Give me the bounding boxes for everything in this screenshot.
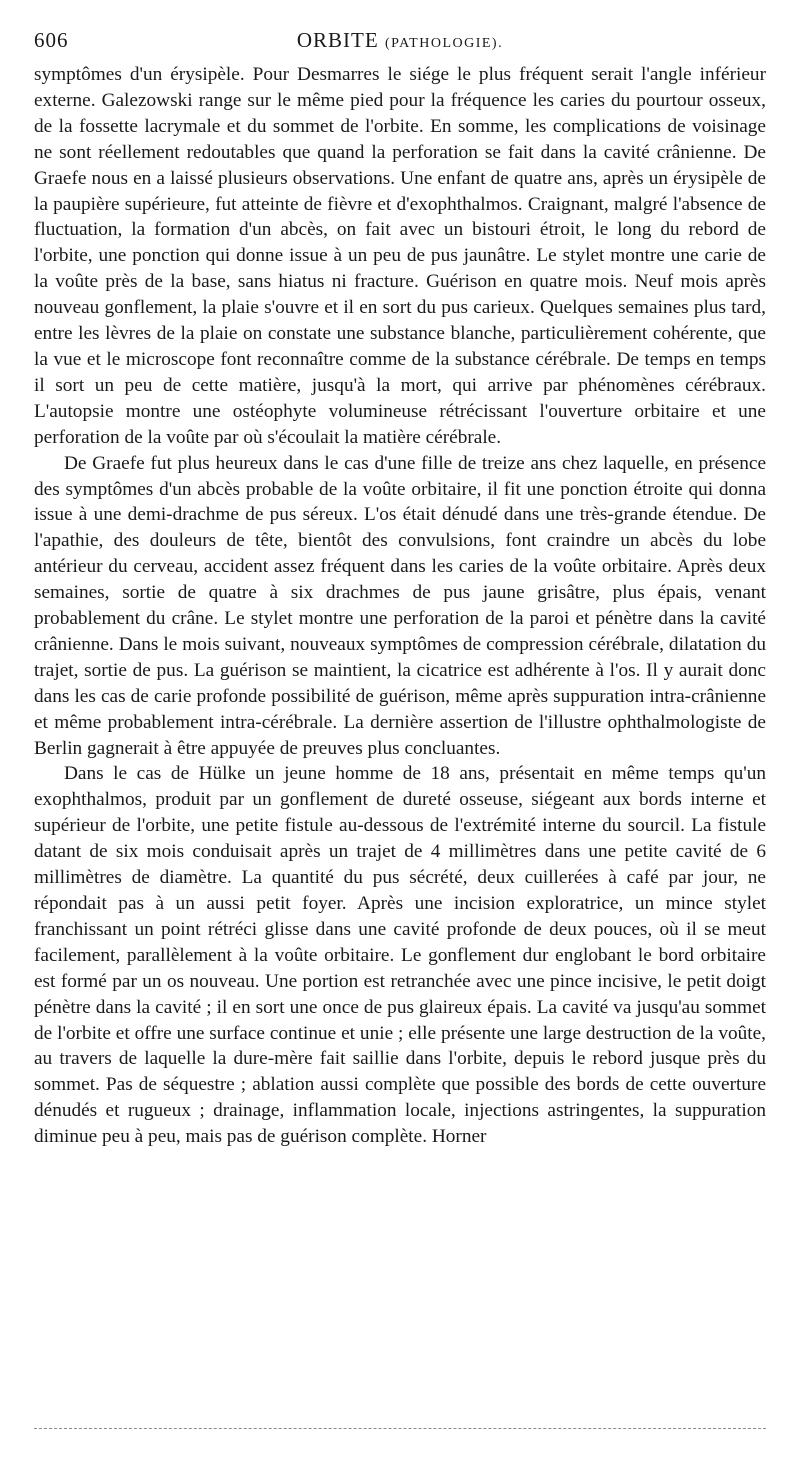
paragraph-2: De Graefe fut plus heureux dans le cas d'une fille de treize ans chez laquelle, en présence des symptômes d'un abcès probable de la voûte orbitaire, il fit une ponction étroite qui donna issue à une demi-drachme de pus séreux. L'os était dénudé dans une très-grande étendue. De l'apathie, des douleurs de tête, bientôt des convulsions, font craindre un abcès du lobe antérieur du cerveau, accident assez fréquent dans les caries de la voûte orbitaire. Après deux semaines, sortie de quatre à six drachmes de pus jaune grisâtre, plus épais, venant probablement du crâne. Le stylet montre une perforation de la paroi et pénètre dans la cavité crânienne. Dans le mois suivant, nouveaux symptômes de compression cérébrale, dilatation du trajet, sortie de pus. La guérison se maintient, la cicatrice est adhérente à l'os. Il y aurait donc dans les cas de carie profonde possibilité de guérison, même après suppuration intra-crânienne et même probablement intra-cérébrale. La dernière assertion de l'illustre ophthalmologiste de Berlin gagnerait à être appuyée de preuves plus concluantes. bbox=[34, 452, 766, 759]
page-number: 606 bbox=[34, 28, 69, 52]
running-head bbox=[34, 28, 766, 62]
title-subtitle: (PATHOLOGIE). bbox=[384, 36, 504, 51]
book-page bbox=[34, 28, 766, 1150]
footer-rule bbox=[34, 1428, 766, 1429]
page-title bbox=[34, 28, 766, 53]
title-main: ORBITE bbox=[296, 28, 379, 52]
paragraph-3: Dans le cas de Hülke un jeune homme de 18 ans, présentait en même temps qu'un exophthalmos, produit par un gonflement de dureté osseuse, siégeant aux bords interne et supérieur de l'orbite, une petite fistule au-dessous de l'extrémité interne du sourcil. La fistule datant de six mois conduisait après un trajet de 4 millimètres dans une petite cavité de 6 millimètres de diamètre. La quantité du pus sécrété, deux cuillerées à café par jour, ne répondait pas à un aussi petit foyer. Après une incision exploratrice, un mince stylet franchissant un point rétréci glisse dans une cavité profonde de deux pouces, où il se meut facilement, parallèlement à la voûte orbitaire. Le gonflement dur englobant le bord orbitaire est formé par un os nouveau. Une portion est retranchée avec une pince incisive, le petit doigt pénètre dans la cavité ; il en sort une once de pus glaireux épais. La cavité va jusqu'au sommet de l'orbite et offre une surface continue et unie ; elle présente une large destruction de la voûte, au travers de laquelle la dure-mère fait saillie dans l'orbite, depuis le rebord jusque près du sommet. Pas de séquestre ; ablation aussi complète que possible des bords de cette ouverture dénudés et rugueux ; drainage, inflammation locale, injections astringentes, la suppuration diminue peu à peu, mais pas de guérison complète. Horner bbox=[34, 763, 766, 1148]
paragraph-1: symptômes d'un érysipèle. Pour Desmarres le siége le plus fréquent serait l'angle inférieur externe. Galezowski range sur le même pied pour la fréquence les caries du pourtour osseux, de la fossette lacrymale et du sommet de l'orbite. En somme, les complications de voisinage ne sont réellement redoutables que quand la perforation se fait dans la cavité crânienne. De Graefe nous en a laissé plusieurs observations. Une enfant de quatre ans, après un érysipèle de la paupière supérieure, fut atteinte de fièvre et d'exophthalmos. Craignant, malgré l'absence de fluctuation, la formation d'un abcès, on fait avec un bistouri étroit, le long du rebord de l'orbite, une ponction qui donne issue à un peu de pus jaunâtre. Le stylet montre une carie de la voûte près de la base, sans hiatus ni fracture. Guérison en quatre mois. Neuf mois après nouveau gonflement, la plaie s'ouvre et il en sort du pus carieux. Quelques semaines plus tard, entre les lèvres de la plaie on constate une substance blanche, particulièrement cohérente, que la vue et le microscope font reconnaître comme de la substance cérébrale. De temps en temps il sort un peu de cette matière, jusqu'à la mort, qui arrive par phénomènes cérébraux. L'autopsie montre une ostéophyte volumineuse rétrécissant l'ouverture orbitaire et une perforation de la voûte par où s'écoulait la matière cérébrale. bbox=[34, 64, 766, 448]
body-text bbox=[34, 62, 766, 1150]
